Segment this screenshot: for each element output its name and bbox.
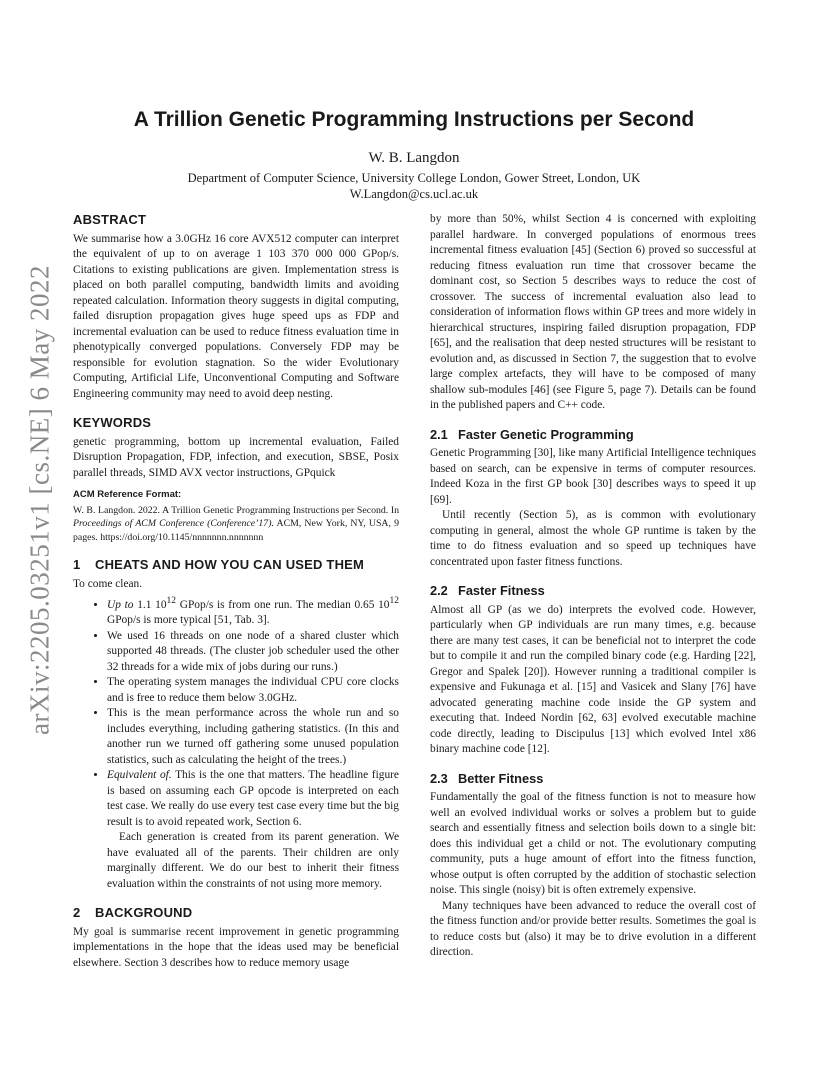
arxiv-id-text: arXiv:2205.03251v1 [cs.NE] 6 May 2022 — [24, 265, 55, 735]
list-item-text: 1.1 10 — [133, 598, 167, 611]
right-column — [430, 212, 756, 961]
section-2-3-heading — [430, 771, 756, 787]
acm-reference-text — [73, 504, 399, 545]
left-column — [73, 212, 399, 971]
section-2-1-paragraph: Until recently (Section 5), as is common with evolutionary computing in general, almost the whole GP runtime is taken by the time to do fitness evaluation and so speed up techniques have concentrated upon faster fitness functions. — [430, 509, 756, 568]
keywords-text: genetic programming, bottom up incremental evaluation, Failed Disruption Propagation, FDP, infection, and execution, SBSE, Posix parallel threads, SIMD AVX vector instructions, GPquick — [73, 435, 399, 479]
section-2-1-title: Faster Genetic Programming — [458, 426, 634, 442]
arxiv-identifier — [14, 265, 66, 735]
section-2-2-title: Faster Fitness — [458, 583, 545, 598]
section-1-paragraph: Each generation is created from its parent generation. We have evaluated all of the parents. Their children are only marginally different. We do our best to inherit their fitness evaluation within the constraints of not using more memory. — [107, 831, 399, 890]
keywords-heading: KEYWORDS — [73, 415, 152, 430]
affiliation: Department of Computer Science, University College London, Gower Street, London, UK — [187, 171, 641, 185]
section-2-title: BACKGROUND — [95, 905, 193, 921]
section-2-heading — [73, 905, 399, 921]
acm-proceedings: Proceedings of ACM Conference (Conference’17). — [73, 518, 274, 529]
section-2-3-paragraph: Fundamentally the goal of the fitness function is not to measure how well an evolved individual works or solves a problem but to guide search and essentially fitness and selection boils down to a single bit: does this individual get a child or not. The evolutionary computing community, puts a huge amount of effort into the fitness function, whose output is often corrupted by the addition of stochastic selection noise. This single (noisy) bit is often extremely expensive. — [430, 791, 756, 896]
section-1-number: 1 — [73, 557, 81, 572]
section-2-paragraph: My goal is summarise recent improvement in genetic programming implementations in the hope that the ideas used may be beneficial elsewhere. Section 3 describes how to reduce memory usage — [73, 925, 399, 969]
list-item-text: GPop/s is from one run. The median 0.65 10 — [176, 598, 390, 611]
list-item-emphasis: Up to — [107, 598, 134, 611]
section-2-3-title: Better Fitness — [458, 770, 544, 786]
list-item: • The operating system manages the individual CPU core clocks and is free to reduce them below 3.0GHz. — [107, 675, 399, 706]
section-2-1-heading — [430, 427, 756, 443]
list-item — [107, 594, 399, 629]
section-2-3-number: 2.3 — [430, 770, 448, 786]
section-2-paragraph-continued: by more than 50%, whilst Section 4 is concerned with exploiting parallel hardware. In converged populations of enormous trees incremental fitness evaluation [45] (Section 6) proved so successful at reducing fitness evaluation run time that crossover became the dominant cost, so Section 5 describes ways to reduce the cost of crossover. The success of incremental evaluation also lead to consideration of information flows within GP trees and more widely in hierarchical structures, inspiring failed disruption propagation, FDP [65], and the realisation that deep nested structures will be resistant to evolution and, as discussed in Section 7, the suggestion that to evolve large complex artefacts, they will have to be composed of many shallow sub-modules [46] (see Figure 5, page 7). Details can be found in the published papers and C++ code. — [430, 213, 756, 411]
acm-authors-year: W. B. Langdon. 2022. A Trillion Genetic Programming Instructions per Second. In — [73, 504, 399, 516]
abstract-heading: ABSTRACT — [73, 212, 147, 227]
list-item — [107, 768, 399, 830]
section-2-3-paragraph: Many techniques have been advanced to reduce the overall cost of the fitness function and/or provide better results. Sometimes the goal is to reduce costs but (also) it may be to drive evolution in a different direction. — [430, 899, 756, 958]
superscript: 12 — [389, 596, 400, 606]
section-1-title: CHEATS AND HOW YOU CAN USED THEM — [95, 557, 365, 572]
superscript: 12 — [166, 596, 177, 606]
list-item-emphasis: Equivalent of. — [107, 769, 172, 782]
list-item: • This is the mean performance across the whole run and so includes everything, including gathering statistics. (In this and another run we turned off gathering some unused population statistics, such as calculating the height of the trees.) — [107, 706, 399, 768]
email: W.Langdon@cs.ucl.ac.uk — [349, 187, 479, 201]
section-1-intro: To come clean. — [73, 577, 143, 590]
author-name: W. B. Langdon — [368, 150, 460, 166]
section-2-1-paragraph: Genetic Programming [30], like many Artificial Intelligence techniques based on search, can be expensive in terms of computer resources. Indeed Koza in the first GP book [30] describes ways to speed it up [69]. — [430, 447, 756, 506]
section-2-2-number: 2.2 — [430, 583, 448, 598]
paper-title: A Trillion Genetic Programming Instructions per Second — [133, 108, 695, 131]
list-item: • We used 16 threads on one node of a shared cluster which supported 48 threads. (The cluster job scheduler used the other 32 threads for a wide mix of jobs during our runs.) — [107, 629, 399, 676]
acm-reference-heading: ACM Reference Format: — [73, 489, 182, 500]
section-2-number: 2 — [73, 905, 81, 921]
section-2-1-number: 2.1 — [430, 426, 448, 442]
section-1-heading — [73, 557, 399, 573]
section-2-2-heading — [430, 583, 756, 599]
cheats-list — [73, 594, 399, 830]
acm-rest: ACM, New York, NY, USA, 9 pages. https://doi.org/10.1145/nnnnnnn.nnnnnnn — [73, 518, 399, 543]
section-2-2-paragraph: Almost all GP (as we do) interprets the evolved code. However, particularly when GP individuals are run many times, e.g. because there are many test cases, it can be beneficial not to interpret the code but to compile it and run the compiled binary code (e.g. Harding [22], Gregor and Spalek [20]). However running a traditional compiler is expensive and Fukunaga et al. [15] and Vasicek and Slany [76] have advocated generating machine code inside the GP system and executing that. Indeed Nordin [62, 63] evolved executable machine code directly, leading to Discipulus [13] which evolved Intel x86 binary machine code [12]. — [430, 603, 756, 755]
list-item-text: This is the one that matters. The headline figure is based on assuming each GP opcode is interpreted on each test case. We really do use every test case every time but the big result is to avoid repeated work, Section 6. — [107, 769, 399, 828]
abstract-text: We summarise how a 3.0GHz 16 core AVX512 computer can interpret the equivalent of up to on average 1 103 370 000 000 GPop/s. Citations to existing publications are given. Implementation stress is placed on both parallel computing, bandwidth limits and avoiding repeated calculation. Information theory suggests in digital computing, failed disruption propagation gives huge speed ups as FDP and incremental evaluation can be used to reduce fitness evaluation time in phenotypically converged populations. Conversely FDP may be responsible for evolution stagnation. So the wider Evolutionary Computing, Artificial Life, Unconventional Computing and Software Engineering community may need to avoid deep nesting. — [73, 232, 399, 400]
list-item-text: GPop/s is more typical [51, Tab. 3]. — [107, 614, 270, 627]
author-affiliation-block — [0, 170, 828, 202]
